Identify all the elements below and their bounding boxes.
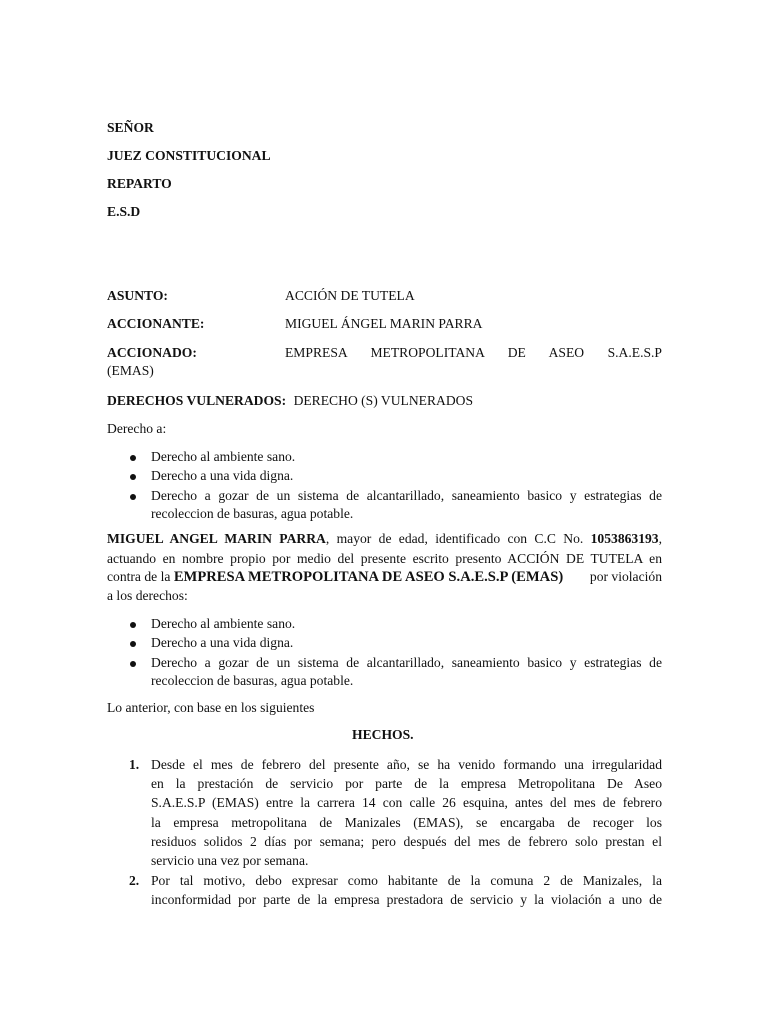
intro-line3-post: por violación — [589, 569, 662, 584]
bullet-icon — [130, 661, 136, 667]
derechos-value: DERECHO (S) VULNERADOS — [293, 393, 474, 408]
bullet-icon — [130, 622, 136, 628]
right-item-2: Derecho a una vida digna. — [151, 468, 294, 483]
intro-line-1 — [107, 531, 662, 547]
accionado-value: EMPRESA METROPOLITANA DE ASEO S.A.E.S.P — [285, 345, 662, 360]
bullet-icon — [130, 641, 136, 647]
addressee-esd: E.S.D — [107, 204, 141, 219]
bullet-icon — [130, 455, 136, 461]
right2-item-1: Derecho al ambiente sano. — [151, 616, 296, 631]
hecho-2-line1: Por tal motivo, debo expresar como habitante de la comuna 2 de Manizales, la — [151, 873, 662, 888]
accionante-value: MIGUEL ÁNGEL MARIN PARRA — [285, 316, 483, 331]
bullet-icon — [130, 474, 136, 480]
asunto-label: ASUNTO: — [107, 288, 168, 303]
intro-line3-pre: contra de la — [107, 569, 171, 584]
derechos-label: DERECHOS VULNERADOS: — [107, 393, 287, 408]
hecho-1-line4: la empresa metropolitana de Manizales (EMAS), se encargaba de recoger los — [151, 815, 662, 830]
intro-line-4: a los derechos: — [107, 588, 188, 603]
asunto-value: ACCIÓN DE TUTELA — [285, 288, 415, 303]
intro-text-1: , mayor de edad, identificado con C.C No. — [325, 531, 584, 546]
accionante-name: MIGUEL ANGEL MARIN PARRA — [107, 531, 326, 546]
right2-item-3-line1: Derecho a gozar de un sistema de alcantarillado, saneamiento basico y estrategias de — [151, 655, 662, 670]
derecho-a-label: Derecho a: — [107, 421, 167, 436]
intro-line-3 — [107, 569, 662, 586]
accionante-label: ACCIONANTE: — [107, 316, 205, 331]
hecho-1-line3: S.A.E.S.P (EMAS) entre la carrera 14 con calle 26 esquina, antes del mes de febrero — [151, 795, 662, 810]
hechos-heading: HECHOS. — [352, 727, 414, 742]
accionado-label: ACCIONADO: — [107, 345, 197, 360]
lo-anterior-text: Lo anterior, con base en los siguientes — [107, 700, 315, 715]
hecho-1-line1: Desde el mes de febrero del presente año, se ha venido formando una irregularidad — [151, 757, 662, 772]
right-item-3-line1: Derecho a gozar de un sistema de alcantarillado, saneamiento basico y estrategias de — [151, 488, 662, 503]
company-name: EMPRESA METROPOLITANA DE ASEO S.A.E.S.P (EMAS) — [173, 569, 564, 585]
hecho-1-number: 1. — [129, 757, 140, 772]
addressee-juez: JUEZ CONSTITUCIONAL — [107, 148, 271, 163]
right-item-3-line2: recoleccion de basuras, agua potable. — [151, 506, 354, 521]
hecho-2-line2: inconformidad por parte de la empresa prestadora de servicio y la violación a uno de — [151, 892, 662, 907]
hecho-1-line6: servicio una vez por semana. — [151, 853, 309, 868]
intro-comma: , — [658, 531, 662, 546]
addressee-reparto: REPARTO — [107, 176, 172, 191]
derechos-vulnerados-row — [107, 393, 473, 409]
right2-item-3-line2: recoleccion de basuras, agua potable. — [151, 673, 354, 688]
bullet-icon — [130, 494, 136, 500]
cc-number: 1053863193 — [590, 531, 659, 546]
addressee-senor: SEÑOR — [107, 120, 154, 135]
right2-item-2: Derecho a una vida digna. — [151, 635, 294, 650]
hecho-1-line2: en la prestación de servicio por parte de la empresa Metropolitana De Aseo — [151, 776, 662, 791]
right-item-1: Derecho al ambiente sano. — [151, 449, 296, 464]
hecho-2-number: 2. — [129, 873, 140, 888]
hecho-1-line5: residuos solidos 2 días por semana; pero después del mes de febrero solo prestan el — [151, 834, 662, 849]
accionado-value-cont: (EMAS) — [107, 363, 154, 378]
intro-line-2: actuando en nombre propio por medio del presente escrito presento ACCIÓN DE TUTELA en — [107, 551, 662, 566]
